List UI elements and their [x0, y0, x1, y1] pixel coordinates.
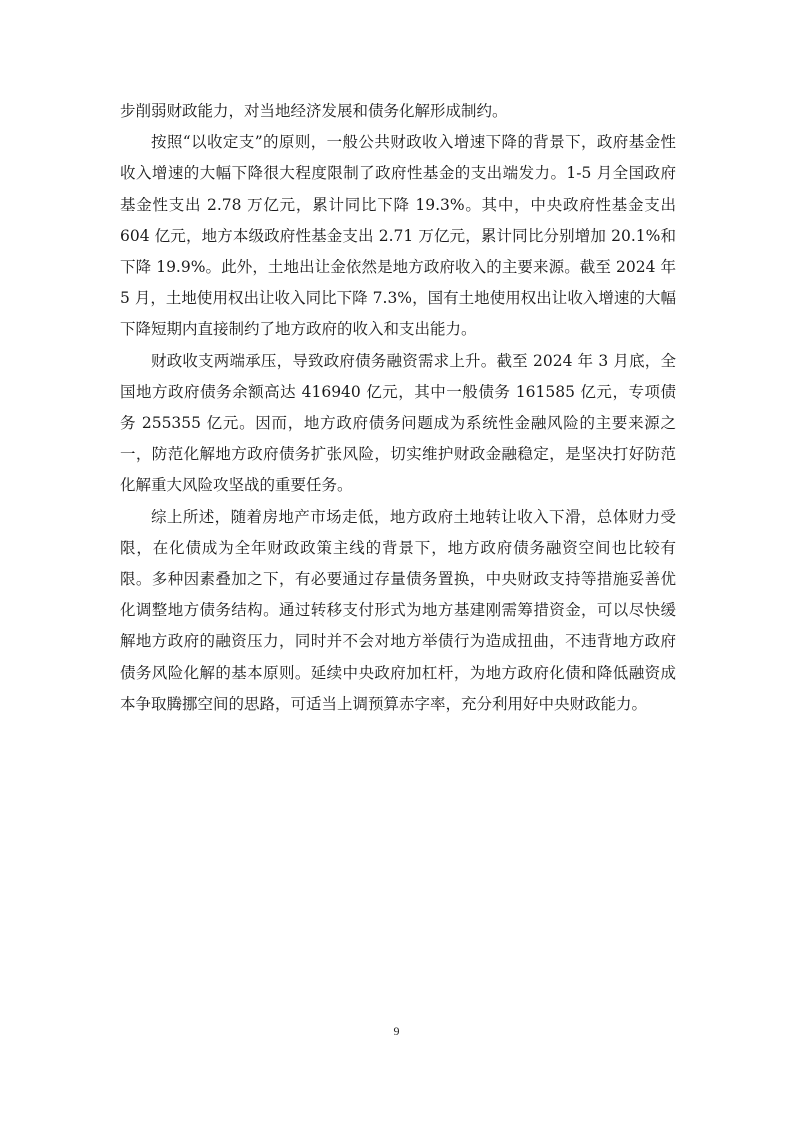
document-body: [120, 96, 676, 720]
page-number: 9: [393, 1024, 400, 1038]
paragraph-summary: 综上所述，随着房地产市场走低，地方政府土地转让收入下滑，总体财力受限，在化债成为全年财政政策主线的背景下，地方政府债务融资空间也比较有限。多种因素叠加之下，有必要通过存量债务置换，中央财政支持等措施妥善优化调整地方债务结构。通过转移支付形式为地方基建刚需筹措资金，可以尽快缓解地方政府的融资压力，同时并不会对地方举债行为造成扭曲，不违背地方政府债务风险化解的基本原则。延续中央政府加杠杆，为地方政府化债和降低融资成本争取腾挪空间的思路，可适当上调预算赤字率，充分利用好中央财政能力。: [120, 507, 676, 713]
paragraph-fund-expenditure: 按照“以收定支”的原则，一般公共财政收入增速下降的背景下，政府基金性收入增速的大幅下降很大程度限制了政府性基金的支出端发力。1-5 月全国政府基金性支出 2.78 万亿元，累计同比下降 19.3%。其中，中央政府性基金支出 604 亿元，地方本级政府性基金支出 2.71 万亿元，累计同比分别增加 20.1%和下降 19.9%。此外，土地出让金依然是地方政府收入的主要来源。截至 2024 年 5 月，土地使用权出让收入同比下降 7.3%，国有土地使用权出让收入增速的大幅下降短期内直接制约了地方政府的收入和支出能力。: [120, 133, 676, 339]
paragraph-debt-pressure: 财政收支两端承压，导致政府债务融资需求上升。截至 2024 年 3 月底，全国地方政府债务余额高达 416940 亿元，其中一般债务 161585 亿元，专项债务 255355 亿元。因而，地方政府债务问题成为系统性金融风险的主要来源之一，防范化解地方政府债务扩张风险，切实维护财政金融稳定，是坚决打好防范化解重大风险攻坚战的重要任务。: [120, 351, 676, 495]
paragraph-continuation: 步削弱财政能力，对当地经济发展和债务化解形成制约。: [120, 102, 508, 120]
